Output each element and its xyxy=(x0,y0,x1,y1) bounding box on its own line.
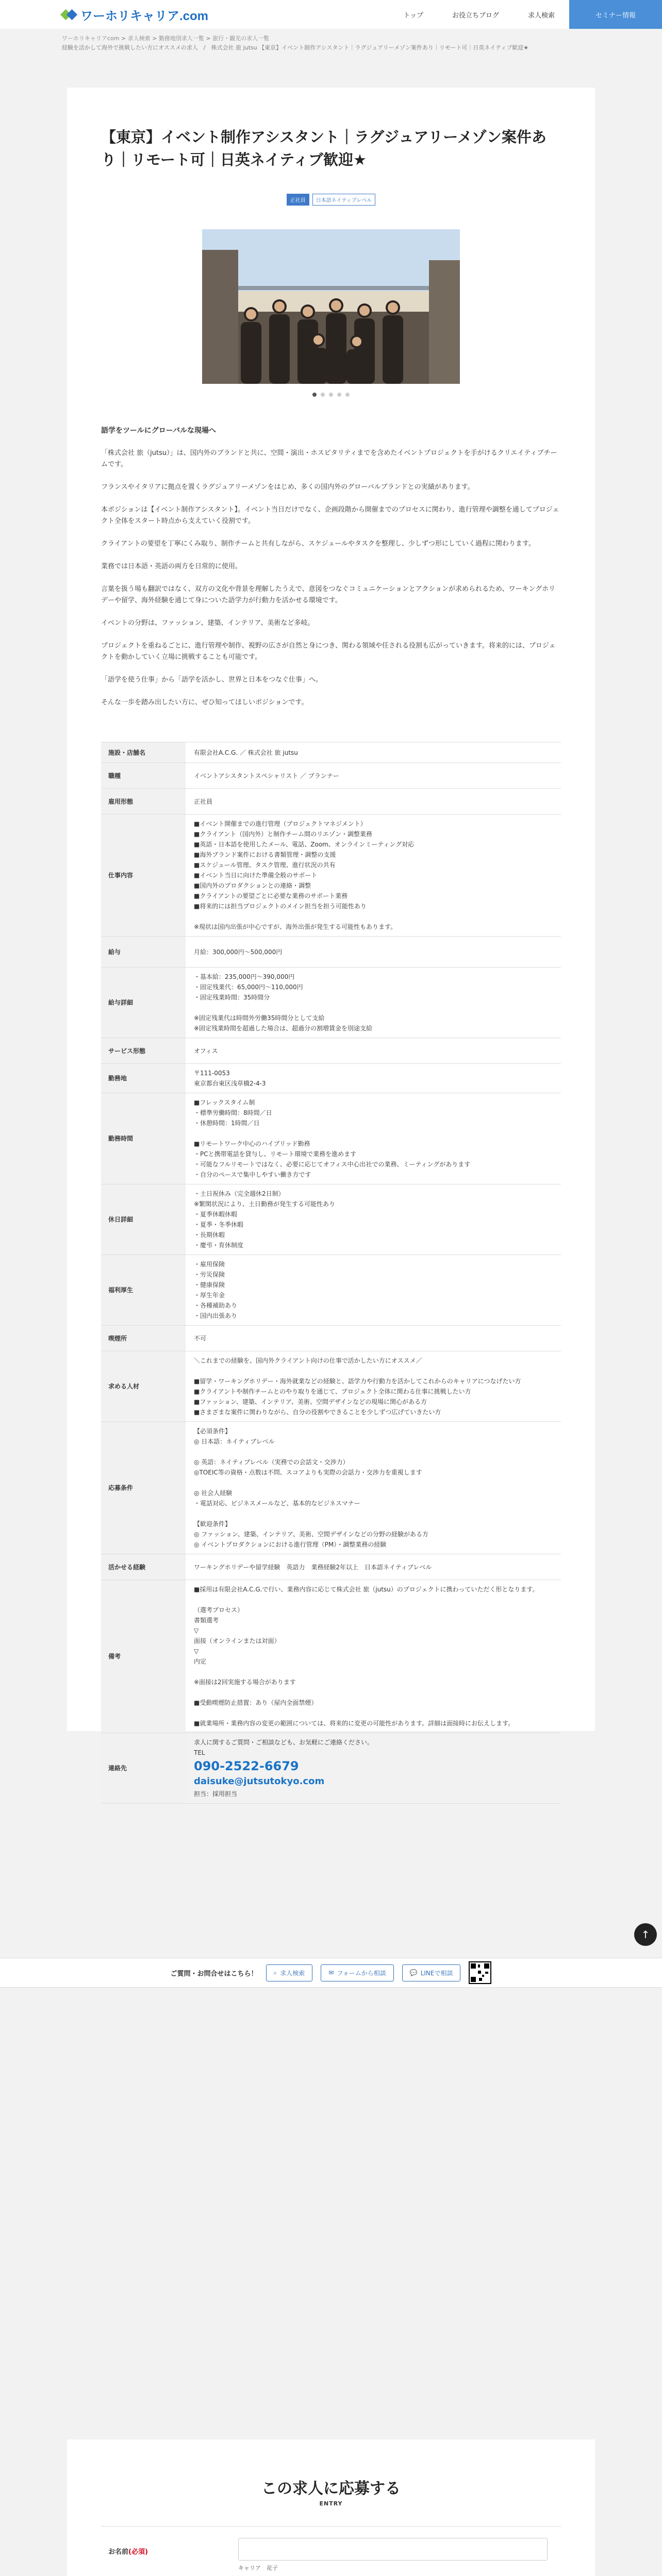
carousel-dot[interactable] xyxy=(329,393,333,397)
detail-value xyxy=(186,937,561,968)
detail-row xyxy=(101,1038,561,1064)
detail-line: 〒111-0053 xyxy=(194,1070,230,1077)
detail-line: 【必須条件】 xyxy=(194,1428,231,1435)
detail-row xyxy=(101,1255,561,1326)
field-label xyxy=(108,2546,148,2556)
job-tags xyxy=(67,194,595,206)
detail-line: ■ファッション、建築、インテリア、美術、空間デザインなどの現場に関心がある方 xyxy=(194,1398,427,1405)
search-icon: ⌕ xyxy=(273,1969,277,1976)
detail-line: ・厚生年金 xyxy=(194,1292,225,1299)
detail-value xyxy=(186,1733,561,1804)
detail-line: ■留学・ワーキングホリデー・海外就業などの経験と、語学力や行動力を活かしてこれからのキャリアにつなげたい方 xyxy=(194,1378,521,1385)
detail-row xyxy=(101,968,561,1038)
detail-key: 福利厚生 xyxy=(101,1255,186,1326)
nav-top[interactable]: トップ xyxy=(403,11,423,20)
detail-line: イベントアシスタントスペシャリスト ／ プランナー xyxy=(194,772,339,779)
site-logo[interactable] xyxy=(62,6,208,24)
intro-paragraph: 業務では日本語・英語の両方を日常的に使用。 xyxy=(101,563,242,570)
detail-row xyxy=(101,1580,561,1733)
detail-line: 【歓迎条件】 xyxy=(194,1520,231,1528)
detail-line: ※固定残業時間を超過した場合は、超過分の割増賃金を別途支給 xyxy=(194,1025,373,1032)
detail-row xyxy=(101,1326,561,1351)
detail-line: ■将来的には担当プロジェクトのメイン担当を担う可能性あり xyxy=(194,903,367,910)
breadcrumb: ワーホリキャリアcom > 求人検索 > 勤務地別求人一覧 > 旅行・観光の求人一覧 経験を活かして海外で挑戦したい方にオススメの求人 / 株式会社 旅 jutsu 【東京】イベント制作アシスタント｜ラグジュアリーメゾン案件あり｜リモート可｜日英ネイティブ歓迎★ xyxy=(62,34,598,53)
detail-line: ・標準労働時間：8時間／日 xyxy=(194,1109,272,1116)
label-text: お名前 xyxy=(108,2548,129,2556)
detail-line: ▽ xyxy=(194,1627,199,1634)
form-subtitle: ENTRY xyxy=(319,2500,343,2507)
detail-line: ■フレックスタイム制 xyxy=(194,1099,255,1106)
carousel-dot[interactable] xyxy=(337,393,341,397)
detail-line: ・雇用保険 xyxy=(194,1261,225,1268)
team-photo-illustration xyxy=(202,229,460,384)
detail-line: ◎ 社会人経験 xyxy=(194,1489,233,1497)
qr-code-icon xyxy=(469,1961,491,1984)
detail-key: 給与 xyxy=(101,937,186,968)
cta-job-search-button[interactable] xyxy=(266,1964,313,1981)
detail-line: ・国内出張あり xyxy=(194,1312,238,1319)
cta-form-button[interactable] xyxy=(321,1964,393,1981)
main-nav xyxy=(389,0,662,29)
detail-key: 連絡先 xyxy=(101,1733,186,1804)
detail-line: ▽ xyxy=(194,1648,199,1655)
detail-line: ・慶弔・育休制度 xyxy=(194,1242,244,1249)
detail-line: ・固定残業代：65,000円～110,000円 xyxy=(194,984,303,991)
cta-label: LINEで相談 xyxy=(420,1969,453,1977)
detail-row xyxy=(101,1093,561,1184)
detail-value xyxy=(186,1255,561,1326)
mail-icon: ✉ xyxy=(328,1969,334,1976)
site-header xyxy=(0,0,662,29)
detail-line: ■採用は有限会社A.C.G.で行い、業務内容に応じて株式会社 旅（jutsu）のプロジェクトに携わっていただく形となります。 xyxy=(194,1586,539,1593)
job-title: 【東京】イベント制作アシスタント｜ラグジュアリーメゾン案件あり｜リモート可｜日英ネイティブ歓迎★ xyxy=(101,128,547,168)
detail-line: ※面接は2回実施する場合があります xyxy=(194,1679,296,1686)
detail-line: ■イベント開催までの進行管理（プロジェクトマネジメント） xyxy=(194,820,367,827)
intro-paragraph: プロジェクトを重ねるごとに、進行管理や制作、視野の広さが自然と身につき、関わる領域や任される役割も広がっていきます。将来的には、プロジェクトを動かしていく立場に挑戦することも可能です。 xyxy=(101,642,556,661)
detail-line: ・休憩時間：1時間／日 xyxy=(194,1120,260,1127)
arrow-up-icon: ↑ xyxy=(641,1928,650,1941)
detail-key: 施設・店舗名 xyxy=(101,742,186,763)
detail-line: ■クライアントや制作チームとのやり取りを通じて、プロジェクト全体に関わる仕事に挑戦したい方 xyxy=(194,1388,471,1395)
detail-row xyxy=(101,742,561,763)
nav-seminar[interactable]: セミナー情報 xyxy=(569,0,662,29)
carousel-dot[interactable] xyxy=(312,393,317,397)
detail-row xyxy=(101,937,561,968)
detail-row xyxy=(101,1064,561,1093)
detail-line: ・PCと携帯電話を貸与し、リモート環境で業務を進めます xyxy=(194,1150,357,1158)
job-detail-table xyxy=(101,742,561,1804)
intro-paragraph: そんな一歩を踏み出したい方に、ぜひ知ってほしいポジションです。 xyxy=(101,699,308,706)
entry-form-card xyxy=(67,2439,595,2576)
detail-line: ■就業場所・業務内容の変更の範囲については、将来的に変更の可能性があります。詳細は面接時にお伝えします。 xyxy=(194,1720,515,1727)
detail-line: 求人に関するご質問・ご相談なども、お気軽にご連絡ください。 xyxy=(194,1739,374,1746)
detail-line: ■国内外のプロダクションとの連絡・調整 xyxy=(194,882,311,889)
detail-line: ・各種補助あり xyxy=(194,1302,238,1309)
detail-line: ・健康保険 xyxy=(194,1281,225,1289)
detail-key: サービス形態 xyxy=(101,1038,186,1064)
detail-value xyxy=(186,1093,561,1184)
detail-key: 給与詳細 xyxy=(101,968,186,1038)
detail-row xyxy=(101,815,561,937)
detail-row xyxy=(101,789,561,815)
detail-value xyxy=(186,1064,561,1093)
detail-line: ■イベント当日に向けた準備全般のサポート xyxy=(194,872,318,879)
detail-value xyxy=(186,1554,561,1580)
detail-line: ※固定残業代は時間外労働35時間分として支給 xyxy=(194,1014,325,1022)
detail-line: ◎ イベントプロダクションにおける進行管理（PM）・調整業務の経験 xyxy=(194,1541,387,1548)
detail-line: ■海外ブランド案件における書類管理・調整の支援 xyxy=(194,851,336,858)
detail-value xyxy=(186,1422,561,1554)
detail-key: 休日詳細 xyxy=(101,1184,186,1255)
detail-line xyxy=(194,1366,553,1376)
detail-value xyxy=(186,742,561,763)
detail-line: オフィス xyxy=(194,1047,218,1055)
detail-row xyxy=(101,1422,561,1554)
detail-line: ・基本給：235,000円～390,000円 xyxy=(194,973,295,980)
detail-line: ■クライアントの要望ごとに必要な業務のサポート業務 xyxy=(194,892,348,900)
detail-line: 面接（オンラインまたは対面） xyxy=(194,1637,280,1645)
carousel-dot[interactable] xyxy=(321,393,325,397)
email-link[interactable]: daisuke@jutsutokyo.com xyxy=(194,1776,325,1787)
cta-line-button[interactable] xyxy=(402,1964,461,1981)
detail-line: ◎ 日本語：ネイティブレベル xyxy=(194,1438,275,1445)
intro-paragraph: 本ポジションは【イベント制作アシスタント】。イベント当日だけでなく、企画段階から開催までのプロセスに関わり、進行管理や調整を通してプロジェクト全体をスタート時点から支えていく役割です。 xyxy=(101,506,559,525)
job-intro xyxy=(101,425,561,720)
detail-line: ◎ ファッション、建築、インテリア、美術、空間デザインなどの分野の経験がある方 xyxy=(194,1531,429,1538)
detail-line: ※現状は国内出張が中心ですが、海外出張が発生する可能性もあります。 xyxy=(194,923,397,930)
scroll-to-top-button[interactable] xyxy=(634,1923,657,1946)
tag-employment: 正社員 xyxy=(287,194,309,206)
intro-paragraph: フランスやイタリアに拠点を置くラグジュアリーメゾンをはじめ、多くの国内外のグローバルブランドとの実績があります。 xyxy=(101,483,474,491)
detail-line: ・土日祝休み（完全週休2日制） xyxy=(194,1190,285,1197)
breadcrumb-item-home[interactable]: ワーホリキャリアcom xyxy=(62,35,120,42)
chat-icon: 💬 xyxy=(409,1969,418,1976)
detail-line: 内定 xyxy=(194,1658,207,1665)
required-mark: (必須) xyxy=(128,2548,148,2556)
detail-line: ※繁閑状況により、土日勤務が発生する可能性あり xyxy=(194,1200,336,1208)
detail-line: 有限会社A.C.G. ／ 株式会社 旅 jutsu xyxy=(194,749,298,756)
name-example: キャリア 花子 xyxy=(238,2565,278,2571)
detail-value xyxy=(186,1038,561,1064)
detail-row xyxy=(101,1554,561,1580)
detail-line: ・自分のペースで集中しやすい働き方です xyxy=(194,1171,311,1178)
breadcrumb-item-search[interactable]: 求人検索 xyxy=(127,35,151,42)
detail-line: TEL xyxy=(194,1749,205,1756)
detail-line xyxy=(194,1447,553,1457)
detail-line xyxy=(194,1667,553,1677)
detail-value xyxy=(186,789,561,815)
detail-value xyxy=(186,1580,561,1733)
detail-line: ◎ 英語：ネイティブレベル（実務での会話文・交渉力） xyxy=(194,1459,349,1466)
detail-key: 備考 xyxy=(101,1580,186,1733)
detail-line: 不可 xyxy=(194,1334,207,1342)
detail-line xyxy=(194,1708,553,1718)
carousel-dots xyxy=(67,393,595,397)
detail-value xyxy=(186,1184,561,1255)
detail-line: ・夏季休暇休暇 xyxy=(194,1211,238,1218)
detail-line: ■英語・日本語を使用したメール、電話、Zoom、オンラインミーティング対応 xyxy=(194,841,415,848)
detail-row xyxy=(101,763,561,789)
intro-heading: 語学をツールにグローバルな現場へ xyxy=(101,427,217,435)
detail-line xyxy=(194,1509,553,1519)
detail-line: ■さまざまな案件に関わりながら、自分の役割やできることを少しずつ広げていきたい方 xyxy=(194,1409,441,1416)
intro-paragraph: クライアントの要望を丁寧にくみ取り、制作チームと共有しながら、スケジュールやタスクを整理し、少しずつ形にしていく過程に関わります。 xyxy=(101,540,535,548)
detail-line xyxy=(194,1687,553,1698)
detail-line: 東京都台東区浅草橋2-4-3 xyxy=(194,1080,266,1087)
detail-line: 書類選考 xyxy=(194,1617,219,1624)
detail-line: ◎TOEIC等の資格・点数は不問、スコアよりも実際の会話力・交渉力を重視します xyxy=(194,1469,422,1476)
breadcrumb-item-location[interactable]: 勤務地別求人一覧 xyxy=(158,35,204,42)
detail-value xyxy=(186,763,561,789)
carousel-dot[interactable] xyxy=(345,393,350,397)
detail-line: ワーキングホリデーや留学経験 英語力 業務経験2年以上 日本語ネイティブレベル xyxy=(194,1563,432,1571)
logo-text: ワーホリキャリア.com xyxy=(80,9,209,23)
detail-value xyxy=(186,1351,561,1422)
detail-key: 勤務地 xyxy=(101,1064,186,1093)
detail-key: 応募条件 xyxy=(101,1422,186,1554)
detail-key: 仕事内容 xyxy=(101,815,186,937)
detail-line xyxy=(194,1478,553,1488)
detail-key: 喫煙所 xyxy=(101,1326,186,1351)
nav-blog[interactable]: お役立ちブログ xyxy=(452,11,499,20)
cta-question: ご質問・お問合せはこちら！ xyxy=(170,1970,258,1978)
cta-bar xyxy=(0,1958,662,1988)
detail-line xyxy=(194,1128,553,1139)
detail-line: ・電話対応、ビジネスメールなど、基本的なビジネスマナー xyxy=(194,1500,360,1507)
detail-line: 担当：採用担当 xyxy=(194,1790,238,1798)
detail-value xyxy=(186,1326,561,1351)
detail-row xyxy=(101,1351,561,1422)
detail-line: ・労災保険 xyxy=(194,1271,225,1278)
detail-line: ＼これまでの経験を、国内外クライアント向けの仕事で活かしたい方にオススメ／ xyxy=(194,1357,422,1364)
intro-paragraph: 言葉を扱う場も翻訳ではなく、双方の文化や背景を理解したうえで、意図をつなぐコミュニケーションとアクションが求められるため、ワーキングホリデーや留学、海外経験を通じて身についた語学力が行動力を活かせる環境です。 xyxy=(101,585,556,604)
detail-line xyxy=(194,911,553,922)
name-input[interactable] xyxy=(238,2538,548,2561)
detail-line: ■スケジュール管理、タスク管理、進行状況の共有 xyxy=(194,861,336,869)
detail-line: ・固定残業時間：35時間分 xyxy=(194,994,270,1001)
detail-line: 正社員 xyxy=(194,798,213,805)
cta-label: 求人検索 xyxy=(280,1969,305,1977)
intro-paragraph: 「語学を使う仕事」から「語学を活かし、世界と日本をつなぐ仕事」へ。 xyxy=(101,676,323,684)
nav-job-search[interactable]: 求人検索 xyxy=(527,11,555,20)
intro-paragraph: イベントの分野は、ファッション、建築、インテリア、美術など多岐。 xyxy=(101,619,315,627)
tag-language: 日本語ネイティブレベル xyxy=(312,194,376,206)
detail-line: ・可能なフルリモートではなく、必要に応じてオフィス中心出社での業務、ミーティングがあります xyxy=(194,1161,471,1168)
detail-line: ・夏季・冬季休暇 xyxy=(194,1221,244,1228)
detail-line: ■受動喫煙防止措置：あり（屋内全面禁煙） xyxy=(194,1699,318,1706)
detail-line: 月給：300,000円～500,000円 xyxy=(194,948,283,956)
team-photo xyxy=(202,229,460,384)
logo-mark-icon xyxy=(62,7,77,22)
detail-value xyxy=(186,968,561,1038)
detail-row xyxy=(101,1184,561,1255)
detail-key: 勤務時間 xyxy=(101,1093,186,1184)
detail-line: ■リモートワーク中心のハイブリッド勤務 xyxy=(194,1140,310,1147)
cta-label: フォームから相談 xyxy=(337,1969,386,1977)
detail-value xyxy=(186,815,561,937)
breadcrumb-item-travel[interactable]: 旅行・観光の求人一覧 xyxy=(212,35,270,42)
breadcrumb-current: 経験を活かして海外で挑戦したい方にオススメの求人 / 株式会社 旅 jutsu 【東京】イベント制作アシスタント｜ラグジュアリーメゾン案件あり｜リモート可｜日英ネイティブ歓迎★ xyxy=(62,44,529,51)
detail-line: ■クライアント（国内外）と制作チーム間のリエゾン・調整業務 xyxy=(194,831,372,838)
detail-line: （選考プロセス） xyxy=(194,1606,244,1614)
detail-key: 雇用形態 xyxy=(101,789,186,815)
detail-line: ・長期休暇 xyxy=(194,1231,225,1239)
detail-key: 職種 xyxy=(101,763,186,789)
form-row-name xyxy=(101,2526,561,2576)
intro-paragraph: 「株式会社 旅（jutsu）」は、国内外のブランドと共に、空間・演出・ホスピタリティまでを含めたイベントプロジェクトを手がけるクリエイティブチームです。 xyxy=(101,449,557,468)
phone-link[interactable]: 090-2522-6679 xyxy=(194,1759,299,1773)
form-title: この求人に応募する xyxy=(261,2480,401,2498)
detail-key: 活かせる経験 xyxy=(101,1554,186,1580)
detail-line xyxy=(194,1003,553,1013)
detail-row xyxy=(101,1733,561,1804)
detail-key: 求める人材 xyxy=(101,1351,186,1422)
detail-line xyxy=(194,1595,553,1605)
